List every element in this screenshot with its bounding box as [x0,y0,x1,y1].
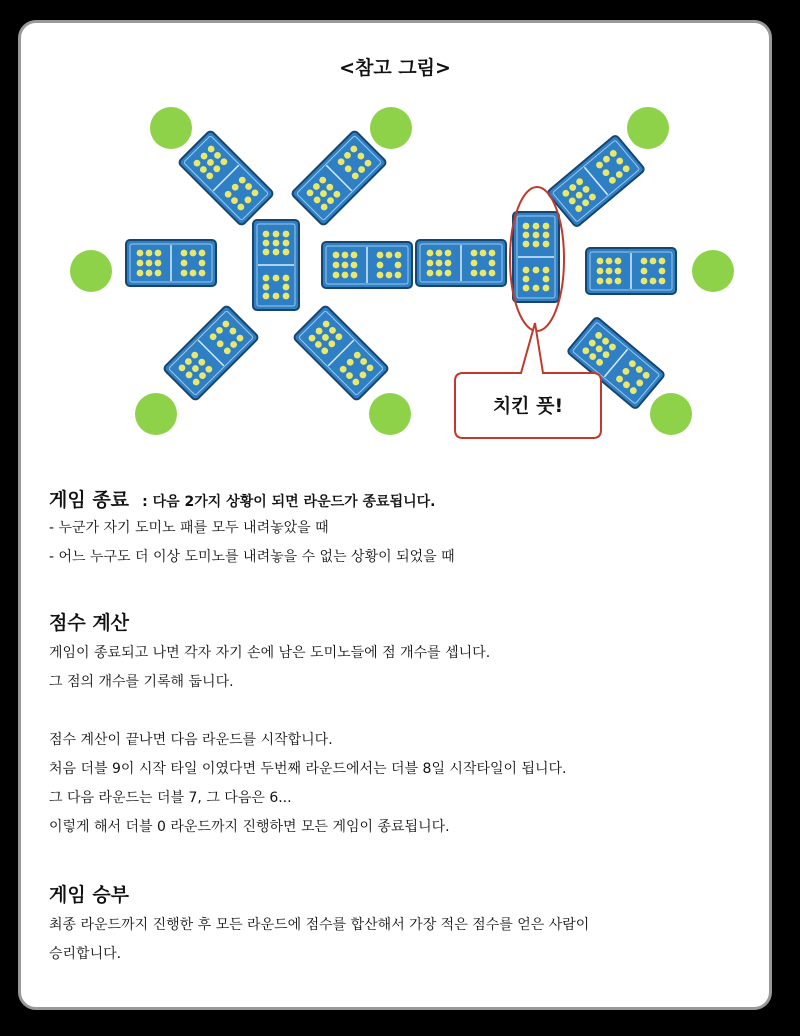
player-marker-icon [369,393,411,435]
domino-tile-icon [586,248,676,294]
player-marker-icon [70,250,112,292]
text-line: - 누군가 자기 도미노 패를 모두 내려놓았을 때 [49,520,329,536]
figure-title: <참고 그림> [339,57,451,79]
section-heading: 점수 계산 [49,612,130,634]
domino-tile-icon [513,212,559,302]
player-marker-icon [370,107,412,149]
domino-tile-icon [163,305,259,401]
text-line: 점수 계산이 끝나면 다음 라운드를 시작합니다. [49,732,333,748]
section-subheading: : 다음 2가지 상황이 되면 라운드가 종료됩니다. [142,494,436,510]
domino-tile-icon [547,134,646,227]
text-line: 최종 라운드까지 진행한 후 모든 라운드에 점수를 합산해서 가장 적은 점수를 얻은 사람이 [49,917,590,933]
chicken-foot-figure [21,23,775,453]
section-victory [49,880,749,969]
domino-tile-icon [178,130,274,226]
domino-tile-icon [416,240,506,286]
text-line: 그 다음 라운드는 더블 7, 그 다음은 6... [49,790,292,806]
text-line: 이렇게 해서 더블 0 라운드까지 진행하면 모든 게임이 종료됩니다. [49,819,450,835]
domino-tile-icon [322,242,412,288]
rules-page [18,20,772,1010]
text-line: 그 점의 개수를 기록해 둡니다. [49,674,234,690]
text-line: - 어느 누구도 더 이상 도미노를 내려놓을 수 없는 상황이 되었을 때 [49,549,455,565]
section-score [49,608,567,842]
player-marker-icon [135,393,177,435]
domino-tile-icon [126,240,216,286]
text-line: 승리합니다. [49,946,122,962]
player-marker-icon [692,250,734,292]
blank-line [49,697,567,726]
player-marker-icon [627,107,669,149]
section-heading: 게임 종료 [49,489,130,511]
callout-label: 치킨 풋! [492,395,564,417]
player-marker-icon [150,107,192,149]
domino-tile-icon [293,305,389,401]
domino-tile-icon [253,220,299,310]
domino-tile-icon [291,130,387,226]
text-line: 처음 더블 9이 시작 타일 이였다면 두번째 라운드에서는 더블 8일 시작타일이 됩니다. [49,761,567,777]
section-heading: 게임 승부 [49,884,130,906]
section-game-end [49,485,455,572]
text-line: 게임이 종료되고 나면 각자 자기 손에 남은 도미노들에 점 개수를 셉니다. [49,645,491,661]
player-marker-icon [650,393,692,435]
